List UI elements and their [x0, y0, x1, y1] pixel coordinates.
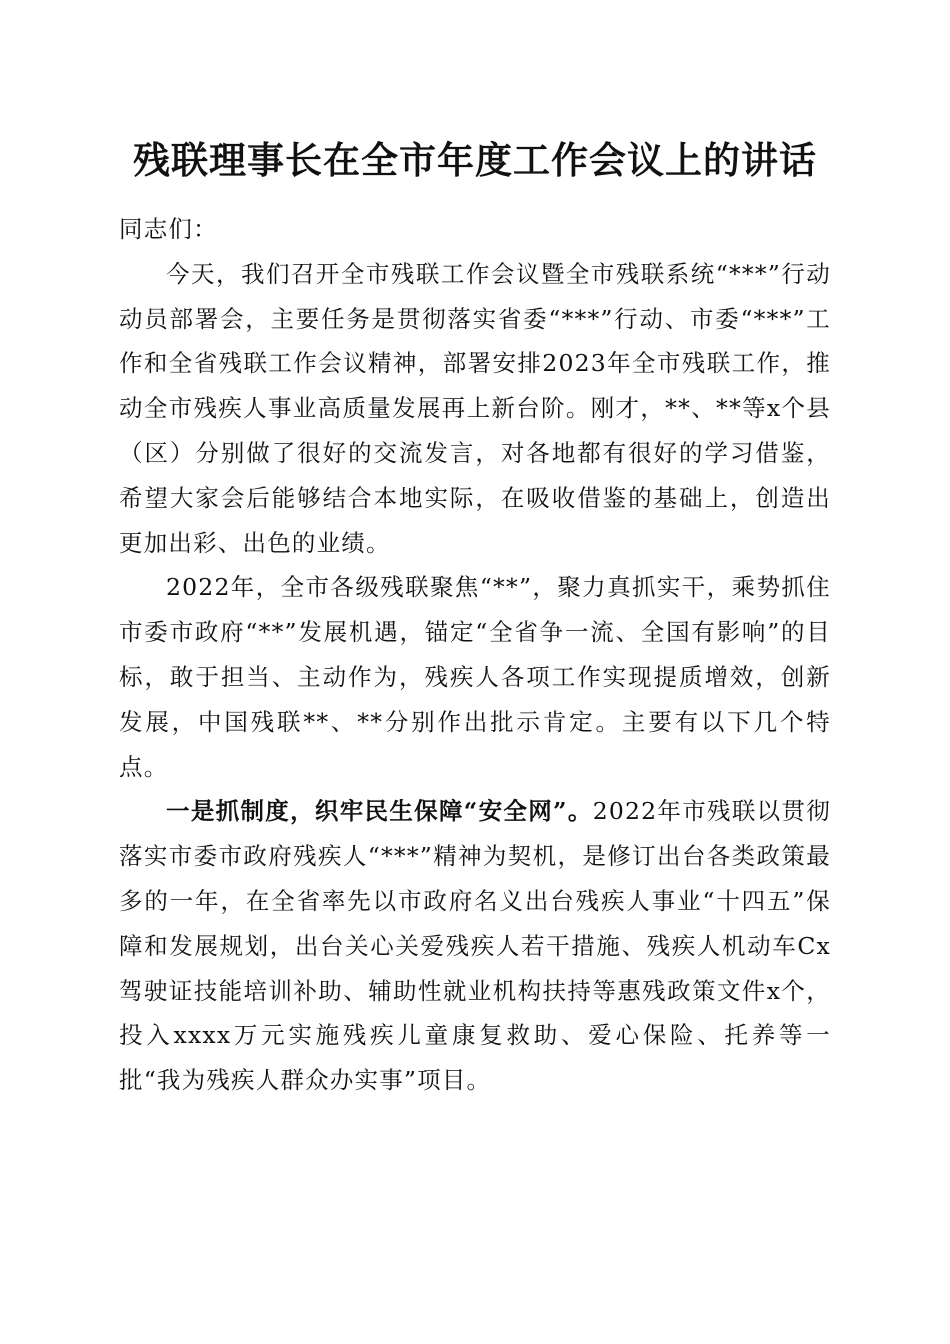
salutation: 同志们：: [119, 215, 218, 243]
document-title: 残联理事长在全市年度工作会议上的讲话: [133, 138, 817, 182]
paragraph-2: [119, 565, 831, 789]
paragraph-1: [119, 252, 831, 566]
document-body: [119, 207, 831, 1103]
paragraph-2-text: 2022年，全市各级残联聚焦“**”，聚力真抓实干，乘势抓住市委市政府“**”发展机遇，锚定“全省争一流、全国有影响”的目标，敢于担当、主动作为，残疾人各项工作实现提质增效，创新发展，中国残联**、**分别作出批示肯定。主要有以下几个特点。: [119, 573, 831, 781]
paragraph-3-lead: 一是抓制度，织牢民生保障“安全网”。: [166, 797, 593, 826]
paragraph-3-text: 2022年市残联以贯彻落实市委市政府残疾人“***”精神为契机，是修订出台各类政策最多的一年，在全省率先以市政府名义出台残疾人事业“十四五”保障和发展规划，出台关心关爱残疾人若干措施、残疾人机动车Cx驾驶证技能培训补助、辅助性就业机构扶持等惠残政策文件x个，投入xxxx万元实施残疾儿童康复救助、爱心保险、托养等一批“我为残疾人群众办实事”项目。: [119, 797, 831, 1095]
paragraph-1-text: 今天，我们召开全市残联工作会议暨全市残联系统“***”行动动员部署会，主要任务是贯彻落实省委“***”行动、市委“***”工作和全省残联工作会议精神，部署安排2023年全市残联工作，推动全市残疾人事业高质量发展再上新台阶。刚才，**、**等x个县（区）分别做了很好的交流发言，对各地都有很好的学习借鉴，希望大家会后能够结合本地实际，在吸收借鉴的基础上，创造出更加出彩、出色的业绩。: [119, 259, 831, 557]
paragraph-3: [119, 789, 831, 1103]
